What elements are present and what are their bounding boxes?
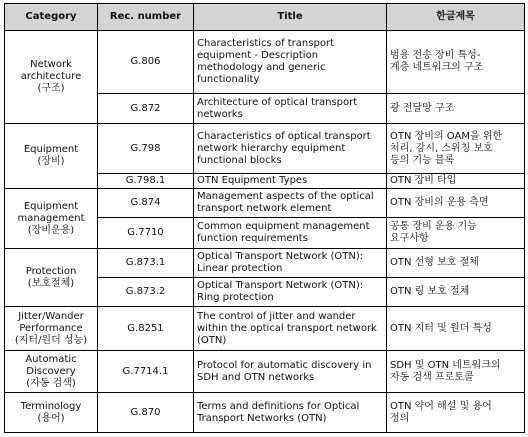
korean-title-line: OTN 장비 타입: [390, 175, 457, 186]
title-cell: [194, 218, 387, 249]
korean-title-line: OTN 장비의 OAM을 위한: [390, 130, 503, 142]
category-line: (용어): [37, 412, 65, 424]
korean-title-line: OTN 약어 해설 및 용어: [390, 400, 492, 412]
category-cell: [5, 189, 98, 249]
korean-title-cell: [387, 307, 525, 351]
korean-title-cell: [387, 218, 525, 249]
category-cell: [5, 351, 98, 393]
table-row: [5, 307, 525, 351]
title-line: Architecture of optical transport: [197, 96, 358, 108]
title-line: Ring protection: [197, 292, 274, 303]
title-line: Transport Networks (OTN): [197, 412, 327, 424]
title-line: network hierarchy equipment: [197, 142, 346, 154]
title-cell: [194, 307, 387, 351]
title-line: functionality: [197, 74, 260, 85]
korean-title-line: 처리, 감시, 스위칭 보호: [390, 142, 493, 154]
title-line: function requirements: [197, 233, 308, 244]
korean-title-line: 정의: [390, 412, 410, 424]
title-cell: [194, 393, 387, 433]
title-cell: [194, 94, 387, 124]
category-cell: [5, 31, 98, 124]
category-line: Automatic: [25, 353, 77, 365]
title-line: transport network element: [197, 203, 332, 214]
category-line: Discovery: [26, 365, 76, 377]
category-line: management: [17, 212, 85, 224]
category-line: Performance: [19, 322, 83, 334]
korean-title-line: OTN 링 보호 절체: [390, 286, 470, 297]
recommendations-table: [4, 3, 525, 433]
title-line: Characteristics of transport: [197, 38, 334, 49]
title-line: Optical Transport Network (OTN):: [197, 251, 364, 262]
korean-title-line: 등의 기능 블록: [390, 154, 455, 166]
title-line: networks: [197, 108, 243, 120]
title-line: Optical Transport Network (OTN):: [197, 280, 364, 291]
korean-title-line: OTN 장비의 운용 측면: [390, 197, 489, 208]
rec-number-cell: G.872: [98, 94, 194, 124]
korean-title-cell: [387, 278, 525, 307]
category-cell: [5, 393, 98, 433]
title-line: SDH and OTN networks: [197, 371, 315, 383]
category-line: (장비): [37, 156, 65, 167]
title-line: within the optical transport network: [197, 322, 377, 334]
rec-number-cell: G.873.1: [98, 249, 194, 278]
title-cell: [194, 174, 387, 189]
title-cell: [194, 278, 387, 307]
title-cell: [194, 31, 387, 94]
table-row: [5, 393, 525, 433]
korean-title-line: OTN 지터 및 원더 특성: [390, 322, 492, 334]
category-line: Network: [30, 59, 72, 70]
rec-number-cell: G.798.1: [98, 174, 194, 189]
korean-title-line: 자동 검색 프로토콜: [390, 371, 474, 383]
korean-title-cell: [387, 94, 525, 124]
category-line: Terminology: [20, 400, 82, 412]
korean-title-line: 공통 장비 운용 기능: [390, 221, 477, 232]
korean-title-cell: [387, 189, 525, 218]
title-line: methodology and generic: [197, 62, 326, 73]
korean-title-line: 계층 네트워크의 구조: [390, 62, 484, 73]
category-line: Protection: [25, 265, 77, 277]
title-line: OTN Equipment Types: [197, 175, 308, 186]
table-row: [5, 249, 525, 278]
table-row: [5, 31, 525, 94]
table-row: [5, 351, 525, 393]
title-line: Linear protection: [197, 263, 283, 274]
rec-number-cell: G.8251: [98, 307, 194, 351]
rec-number-cell: G.870: [98, 393, 194, 433]
rec-number-cell: G.874: [98, 189, 194, 218]
korean-title-line: 범용 전송 장비 특성-: [390, 50, 481, 61]
korean-title-line: 광 전달망 구조: [390, 102, 455, 114]
category-line: (보호절체): [27, 277, 75, 289]
title-line: Characteristics of optical transport: [197, 130, 371, 142]
title-cell: [194, 351, 387, 393]
rec-number-cell: G.873.2: [98, 278, 194, 307]
header-row: [5, 4, 525, 31]
category-line: (자동 검색): [26, 377, 76, 389]
title-line: Management aspects of the optical: [197, 191, 374, 202]
category-cell: [5, 124, 98, 189]
title-line: Common equipment management: [197, 221, 370, 232]
rec-number-cell: G.806: [98, 31, 194, 94]
title-cell: [194, 124, 387, 174]
title-line: Protocol for automatic discovery in: [197, 359, 372, 371]
category-line: Jitter/Wander: [18, 310, 84, 322]
category-line: (구조): [37, 83, 65, 94]
title-line: The control of jitter and wander: [197, 310, 356, 322]
rec-number-cell: G.7714.1: [98, 351, 194, 393]
title-line: functional blocks: [197, 154, 282, 166]
title-line: Terms and definitions for Optical: [197, 400, 360, 412]
korean-title-cell: [387, 249, 525, 278]
rec-number-cell: G.7710: [98, 218, 194, 249]
korean-title-cell: [387, 351, 525, 393]
title-cell: [194, 249, 387, 278]
header-category: Category: [5, 4, 98, 31]
korean-title-cell: [387, 393, 525, 433]
korean-title-cell: [387, 174, 525, 189]
category-line: (장비운용): [27, 224, 75, 236]
title-line: equipment - Description: [197, 50, 319, 61]
category-line: Equipment: [23, 200, 79, 212]
table-body: [5, 31, 525, 433]
title-cell: [194, 189, 387, 218]
category-line: architecture: [20, 71, 82, 82]
korean-title-cell: [387, 31, 525, 94]
header-rec-number: Rec. number: [98, 4, 194, 31]
category-cell: [5, 307, 98, 351]
header-korean-title: 한글제목: [387, 4, 525, 31]
korean-title-line: OTN 선형 보호 절체: [390, 257, 479, 268]
korean-title-line: 요구사항: [390, 233, 429, 244]
header-title: Title: [194, 4, 387, 31]
category-cell: [5, 249, 98, 307]
title-line: (OTN): [197, 334, 227, 346]
table-row: [5, 124, 525, 174]
category-line: (지터/원더 성능): [14, 334, 88, 346]
category-line: Equipment: [23, 144, 79, 155]
rec-number-cell: G.798: [98, 124, 194, 174]
korean-title-cell: [387, 124, 525, 174]
table-row: [5, 189, 525, 218]
korean-title-line: SDH 및 OTN 네트워크의: [390, 359, 501, 371]
